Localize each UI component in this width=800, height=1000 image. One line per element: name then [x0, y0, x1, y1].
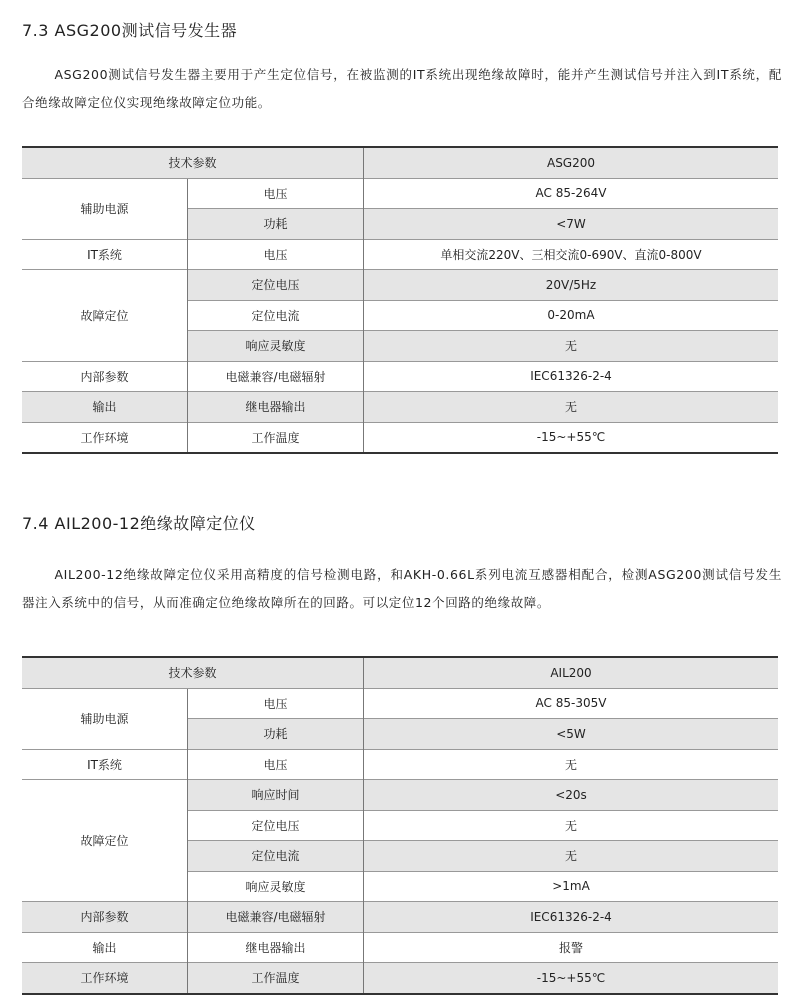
value-cell: 无 — [364, 810, 779, 841]
table-header-row — [22, 657, 778, 688]
table-row — [22, 422, 778, 453]
param-cell: 继电器输出 — [188, 392, 364, 423]
value-cell: AC 85-264V — [364, 178, 779, 209]
value-cell: -15~+55℃ — [364, 422, 779, 453]
value-cell: <7W — [364, 209, 779, 240]
param-cell: 工作温度 — [188, 963, 364, 994]
table-header-row — [22, 147, 778, 178]
value-cell: 无 — [364, 749, 779, 780]
header-cell: ASG200 — [364, 147, 779, 178]
group-cell: 故障定位 — [22, 270, 188, 362]
table-row — [22, 239, 778, 270]
table-row — [22, 932, 778, 963]
table-row — [22, 178, 778, 209]
value-cell: AC 85-305V — [364, 688, 779, 719]
table-row — [22, 902, 778, 933]
value-cell: 无 — [364, 331, 779, 362]
value-cell: 20V/5Hz — [364, 270, 779, 301]
group-cell: 工作环境 — [22, 422, 188, 453]
section-title: 7.3 ASG200测试信号发生器 — [22, 21, 238, 40]
value-cell: 0-20mA — [364, 300, 779, 331]
param-cell: 响应灵敏度 — [188, 331, 364, 362]
param-cell: 功耗 — [188, 719, 364, 750]
table-row — [22, 963, 778, 994]
param-cell: 继电器输出 — [188, 932, 364, 963]
value-cell: 单相交流220V、三相交流0-690V、直流0-800V — [364, 239, 779, 270]
param-cell: 电磁兼容/电磁辐射 — [188, 902, 364, 933]
value-cell: <5W — [364, 719, 779, 750]
value-cell: <20s — [364, 780, 779, 811]
group-cell: 故障定位 — [22, 780, 188, 902]
param-cell: 响应灵敏度 — [188, 871, 364, 902]
value-cell: >1mA — [364, 871, 779, 902]
table-row — [22, 270, 778, 301]
param-cell: 定位电流 — [188, 300, 364, 331]
value-cell: IEC61326-2-4 — [364, 361, 779, 392]
group-cell: 内部参数 — [22, 902, 188, 933]
param-cell: 电压 — [188, 178, 364, 209]
table-row — [22, 780, 778, 811]
header-cell: 技术参数 — [22, 147, 364, 178]
param-cell: 定位电压 — [188, 810, 364, 841]
section-paragraph: ASG200测试信号发生器主要用于产生定位信号，在被监测的IT系统出现绝缘故障时，能并产生测试信号并注入到IT系统，配合绝缘故障定位仪实现绝缘故障定位功能。 — [22, 67, 782, 110]
table-row — [22, 361, 778, 392]
group-cell: 输出 — [22, 392, 188, 423]
group-cell: 内部参数 — [22, 361, 188, 392]
table-row — [22, 392, 778, 423]
param-cell: 定位电流 — [188, 841, 364, 872]
param-cell: 电压 — [188, 749, 364, 780]
param-cell: 电压 — [188, 239, 364, 270]
group-cell: IT系统 — [22, 239, 188, 270]
group-cell: 输出 — [22, 932, 188, 963]
table-row — [22, 688, 778, 719]
spec-table-asg200 — [22, 146, 778, 454]
param-cell: 定位电压 — [188, 270, 364, 301]
spec-table-ail200 — [22, 656, 778, 995]
table-row — [22, 749, 778, 780]
value-cell: 无 — [364, 841, 779, 872]
header-cell: AIL200 — [364, 657, 779, 688]
value-cell: 报警 — [364, 932, 779, 963]
group-cell: 辅助电源 — [22, 178, 188, 239]
group-cell: IT系统 — [22, 749, 188, 780]
header-cell: 技术参数 — [22, 657, 364, 688]
section-paragraph: AIL200-12绝缘故障定位仪采用高精度的信号检测电路，和AKH-0.66L系列电流互感器相配合，检测ASG200测试信号发生器注入系统中的信号，从而准确定位绝缘故障所在的回路。可以定位12个回路的绝缘故障。 — [22, 567, 782, 610]
param-cell: 响应时间 — [188, 780, 364, 811]
group-cell: 工作环境 — [22, 963, 188, 994]
param-cell: 工作温度 — [188, 422, 364, 453]
group-cell: 辅助电源 — [22, 688, 188, 749]
param-cell: 电磁兼容/电磁辐射 — [188, 361, 364, 392]
param-cell: 功耗 — [188, 209, 364, 240]
value-cell: -15~+55℃ — [364, 963, 779, 994]
param-cell: 电压 — [188, 688, 364, 719]
value-cell: 无 — [364, 392, 779, 423]
value-cell: IEC61326-2-4 — [364, 902, 779, 933]
section-title: 7.4 AIL200-12绝缘故障定位仪 — [22, 514, 256, 533]
